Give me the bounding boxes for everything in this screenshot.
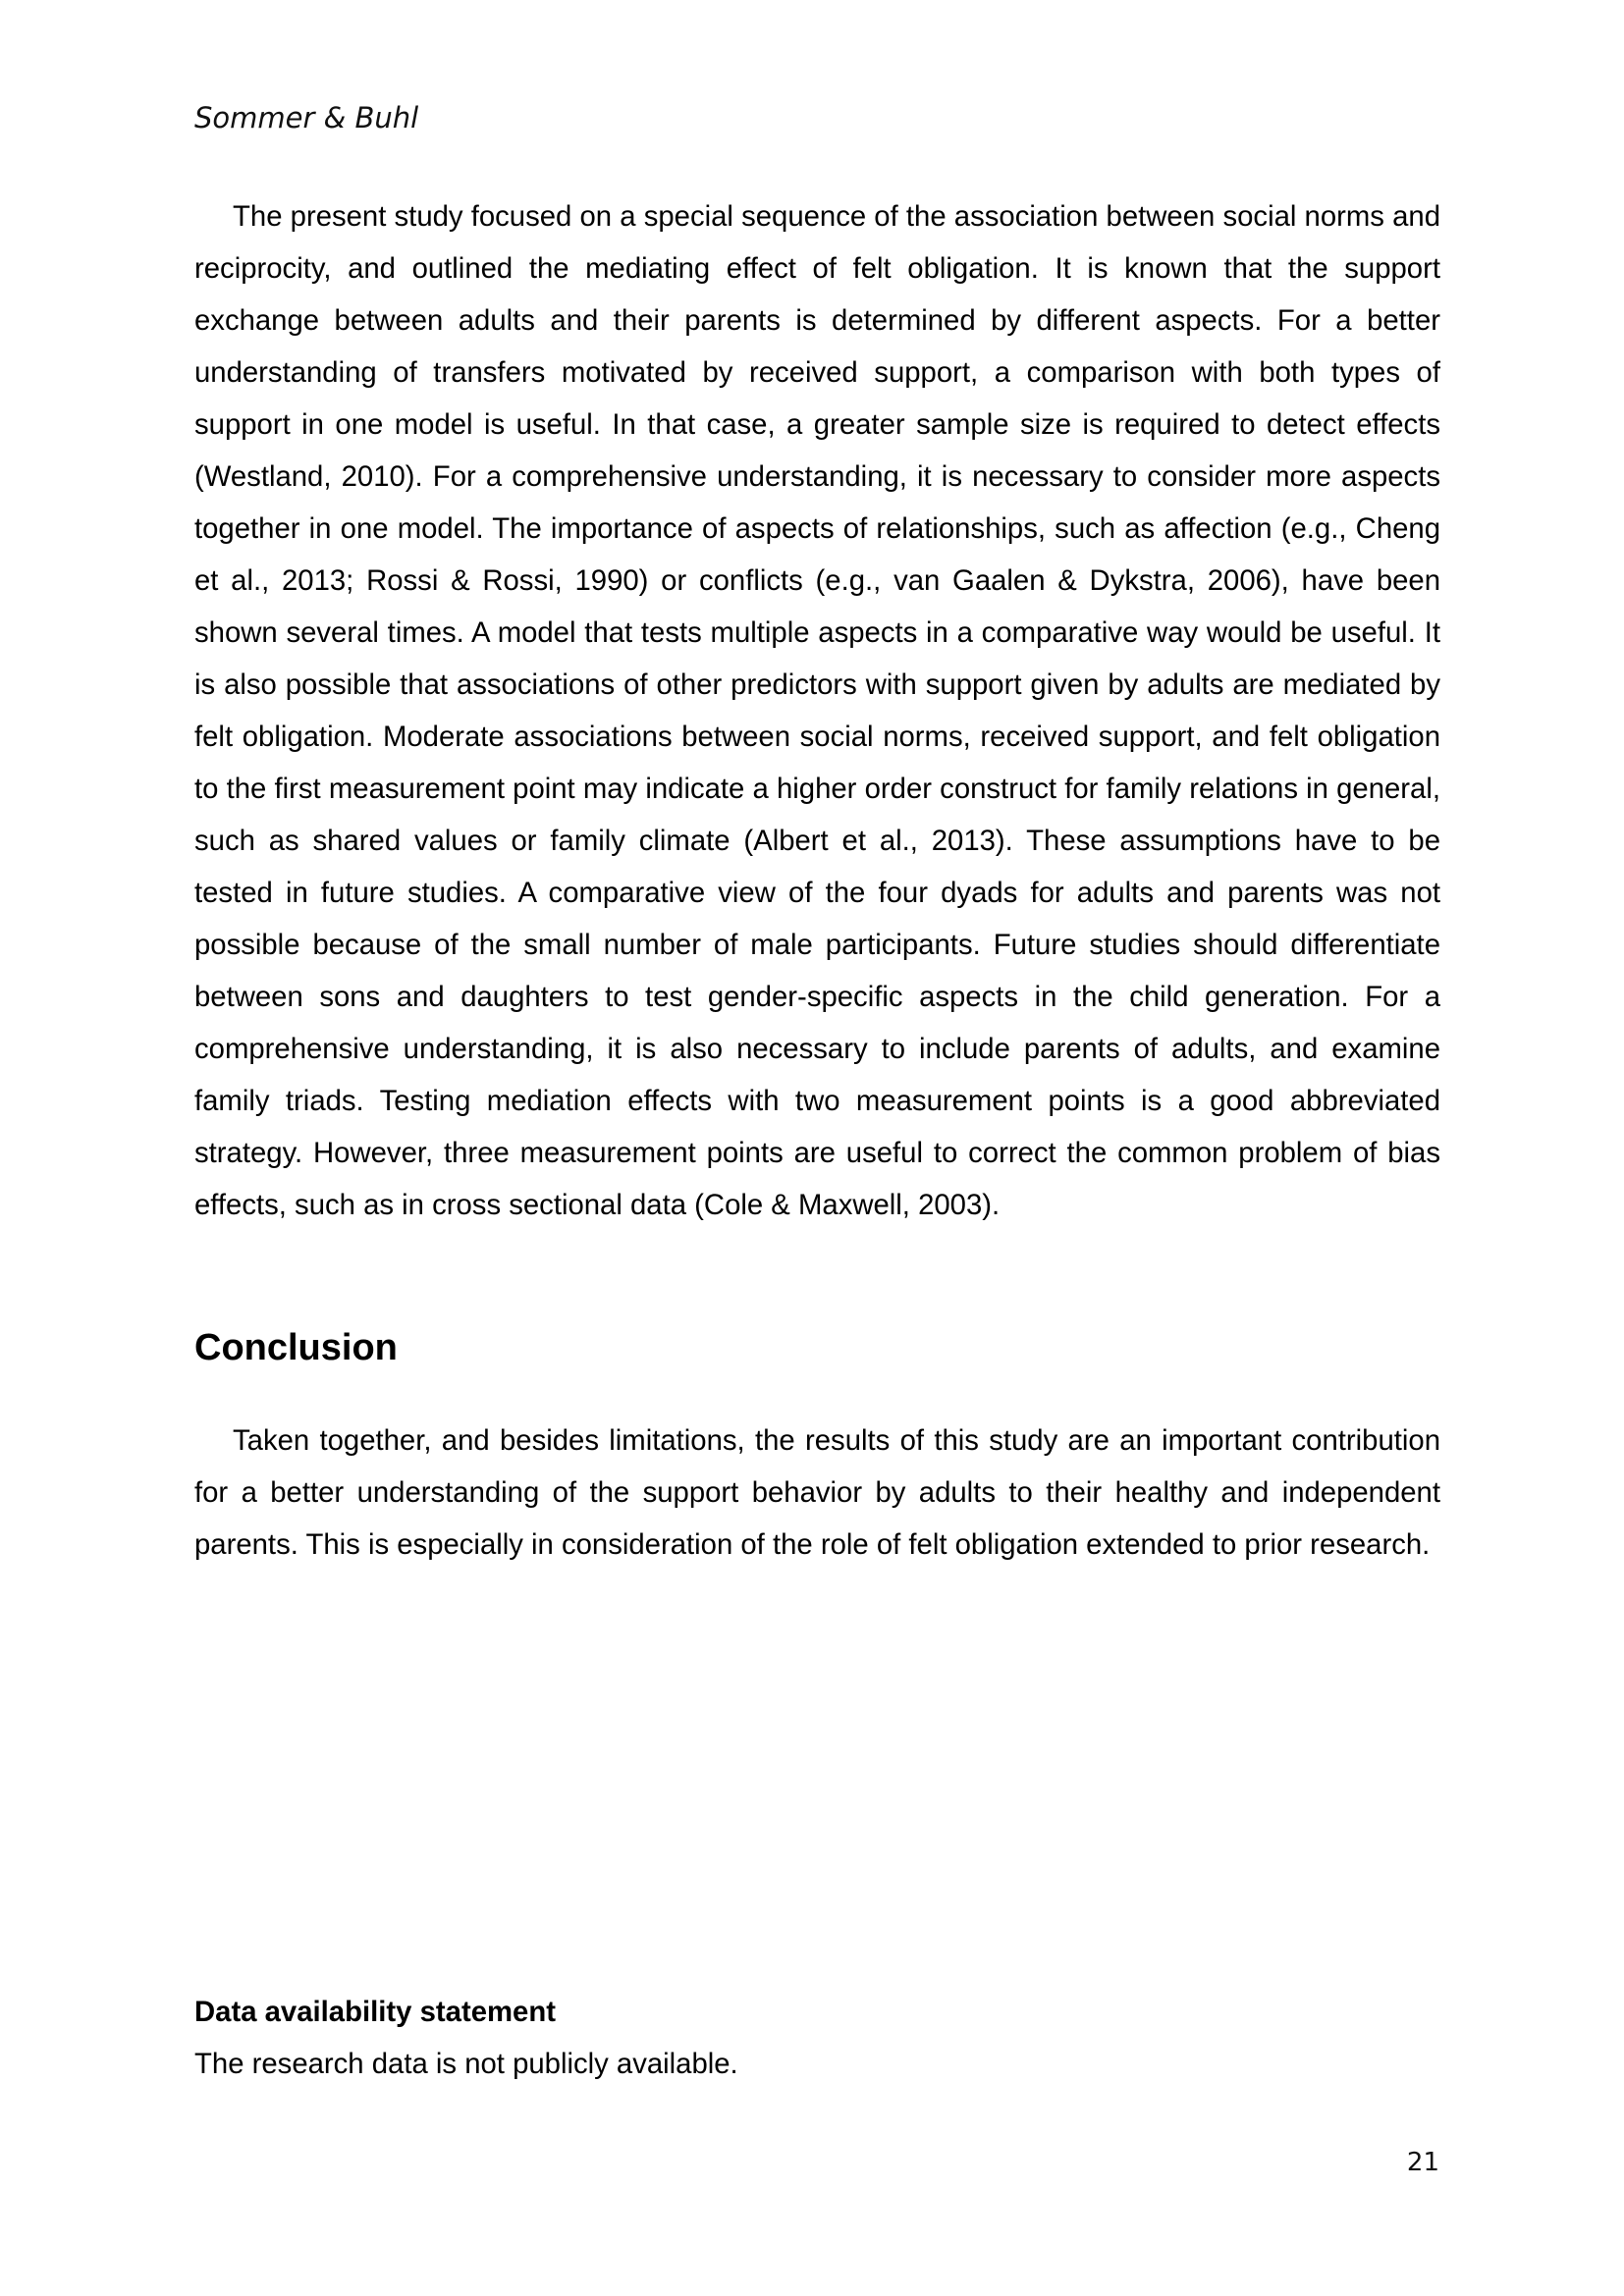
running-header-authors: Sommer & Buhl (194, 101, 419, 134)
page-number: 21 (1406, 2148, 1439, 2177)
data-availability-heading: Data availability statement (194, 1996, 556, 2028)
discussion-paragraph: The present study focused on a special sequence of the association between social norms and reciprocity, and outlined the mediating effect of felt obligation. It is known that the support exchange between adults and their parents is determined by different aspects. For a better understanding of transfers motivated by received support, a comparison with both types of support in one model is useful. In that case, a greater sample size is required to detect effects (Westland, 2010). For a comprehensive understanding, it is necessary to consider more aspects together in one model. The importance of aspects of relationships, such as affection (e.g., Cheng et al., 2013; Rossi & Rossi, 1990) or conflicts (e.g., van Gaalen & Dykstra, 2006), have been shown several times. A model that tests multiple aspects in a comparative way would be useful. It is also possible that associations of other predictors with support given by adults are mediated by felt obligation. Moderate associations between social norms, received support, and felt obligation to the first measurement point may indicate a higher order construct for family relations in general, such as shared values or family climate (Albert et al., 2013). These assumptions have to be tested in future studies. A comparative view of the four dyads for adults and parents was not possible because of the small number of male participants. Future studies should differentiate between sons and daughters to test gender-specific aspects in the child generation. For a comprehensive understanding, it is also necessary to include parents of adults, and examine family triads. Testing mediation effects with two measurement points is a good abbreviated strategy. However, three measurement points are useful to correct the common problem of bias effects, such as in cross sectional data (Cole & Maxwell, 2003). (194, 200, 1440, 1221)
data-availability-text: The research data is not publicly available. (194, 2048, 738, 2080)
conclusion-heading: Conclusion (194, 1327, 398, 1368)
conclusion-paragraph: Taken together, and besides limitations, the results of this study are an important contribution for a better understanding of the support behavior by adults to their healthy and independent parents. This is especially in consideration of the role of felt obligation extended to prior research. (194, 1424, 1440, 1561)
